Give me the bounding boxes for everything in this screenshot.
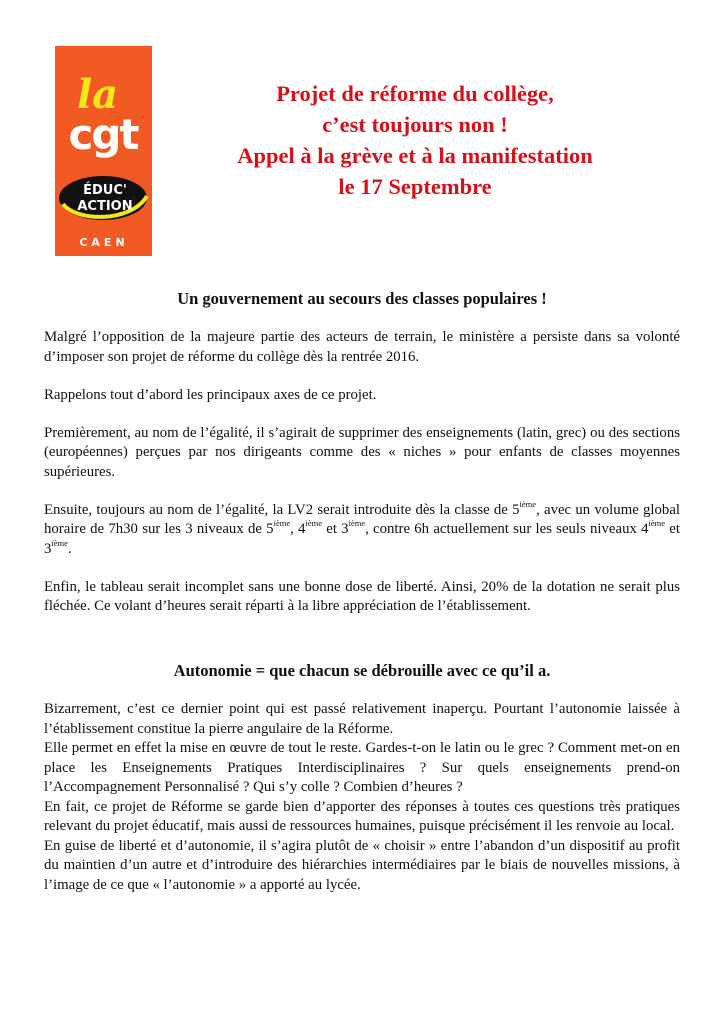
paragraph: Bizarrement, c’est ce dernier point qui est passé relativement inaperçu. Pourtant l’autonomie laissée à l’établissement constitue la pierre angulaire de la Réforme. bbox=[44, 701, 680, 737]
title-line-4: le 17 Septembre bbox=[338, 174, 492, 199]
title-line-2: c’est toujours non ! bbox=[322, 112, 508, 137]
section-1-heading: Un gouvernement au secours des classes populaires ! bbox=[177, 289, 547, 308]
logo-la-text: la bbox=[77, 71, 119, 118]
document-title bbox=[190, 78, 640, 202]
paragraph: Enfin, le tableau serait incomplet sans une bonne dose de liberté. Ainsi, 20% de la dotation ne serait plus fléchée. Ce volant d’heures serait réparti à la libre appréciation de l’établissement. bbox=[44, 578, 680, 614]
cgt-educaction-caen-logo bbox=[55, 46, 152, 256]
paragraph: Premièrement, au nom de l’égalité, il s’agirait de supprimer des enseignements (latin, grec) ou des sections (européennes) perçues par nos dirigeants comme des « niches » pour enfants de classes moyennes supérieures. bbox=[44, 424, 680, 480]
paragraph: En fait, ce projet de Réforme se garde bien d’apporter des réponses à toutes ces questions très pratiques relevant du projet éducatif, mais aussi de ressources humaines, puisque précisément il les renvoie au local. bbox=[44, 798, 680, 834]
title-line-1: Projet de réforme du collège, bbox=[276, 81, 554, 106]
paragraph: Elle permet en effet la mise en œuvre de tout le reste. Gardes-t-on le latin ou le grec ? Comment met-on en place les Enseignements Pratiques Interdisciplinaires ? Sur quels enseignements prend-on l’Accompagnement Personnalisé ? Qui s’y colle ? Combien d’heures ? bbox=[44, 740, 680, 795]
paragraph: Rappelons tout d’abord les principaux axes de ce projet. bbox=[44, 386, 377, 403]
title-line-3: Appel à la grève et à la manifestation bbox=[237, 143, 593, 168]
logo-caen-text: CAEN bbox=[79, 236, 129, 249]
logo-action-text: ACTION bbox=[77, 199, 133, 214]
paragraph-lv2: Ensuite, toujours au nom de l’égalité, la LV2 serait introduite dès la classe de 5ième, avec un volume global horaire de 7h30 sur les 3 niveaux de 5ième, 4ième et 3ième, contre 6h actuellement sur les seuls niveaux 4ième et 3ième. bbox=[44, 498, 681, 557]
section-1-body bbox=[44, 328, 680, 635]
paragraph: En guise de liberté et d’autonomie, il s’agira plutôt de « choisir » entre l’abandon d’un dispositif au profit du maintien d’un autre et d’introduire des hiérarchies intermédiaires par le biais de nouvelles missions, à l’image de ce que « l’autonomie » a apporté au lycée. bbox=[44, 837, 680, 893]
logo-educ-text: ÉDUC' bbox=[83, 183, 127, 198]
section-2-heading: Autonomie = que chacun se débrouille avec ce qu’il a. bbox=[173, 661, 551, 680]
paragraph: Malgré l’opposition de la majeure partie des acteurs de terrain, le ministère a persiste dans sa volonté d’imposer son projet de réforme du collège dès la rentrée 2016. bbox=[44, 329, 680, 365]
section-2-body bbox=[44, 700, 680, 895]
logo-cgt-text: cgt bbox=[68, 110, 138, 159]
